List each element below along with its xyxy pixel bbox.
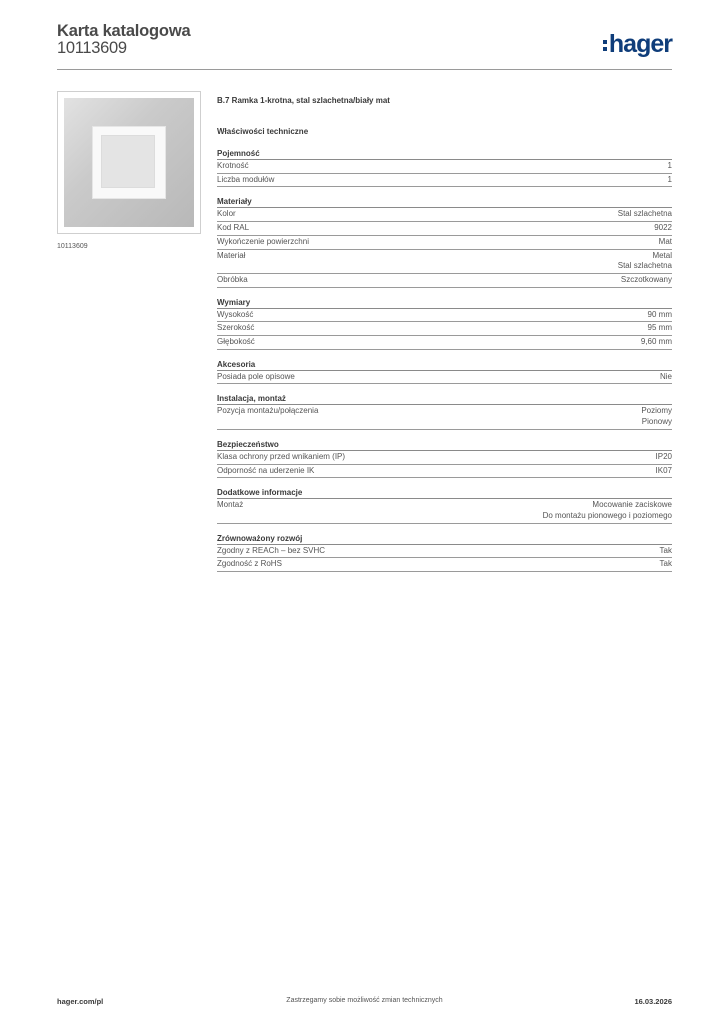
spec-value-line: 1 — [667, 174, 672, 184]
frame-inner-graphic — [93, 127, 165, 198]
spec-row — [217, 558, 672, 572]
spec-value-line: Szczotkowany — [620, 274, 672, 284]
spec-value — [621, 275, 672, 286]
page-header — [57, 20, 672, 70]
hager-logo — [603, 28, 672, 60]
spec-value — [668, 175, 672, 186]
spec-row — [217, 499, 672, 523]
spec-value — [641, 406, 672, 427]
spec-value — [654, 223, 672, 234]
spec-value-line: Do montażu pionowego i poziomego — [542, 510, 672, 520]
spec-row — [217, 250, 672, 274]
spec-section — [217, 359, 672, 385]
spec-value-line: 1 — [667, 161, 672, 170]
spec-section — [217, 533, 672, 572]
section-title: Pojemność — [217, 148, 672, 160]
section-title: Materiały — [217, 196, 672, 208]
spec-value-line: Metal — [652, 250, 672, 260]
spec-value-line: Stal szlachetna — [617, 209, 672, 219]
spec-section — [217, 196, 672, 287]
spec-section — [217, 148, 672, 187]
product-name: B.7 Ramka 1-krotna, stal szlachetna/biały mat — [217, 96, 390, 105]
spec-value — [648, 310, 672, 321]
spec-label: Wysokość — [217, 309, 254, 319]
section-title: Zrównoważony rozwój — [217, 533, 672, 545]
spec-value — [641, 337, 672, 348]
spec-value-line: 9,60 mm — [640, 337, 672, 347]
spec-value-line: Tak — [659, 559, 672, 569]
spec-value-line: 90 mm — [647, 309, 672, 319]
spec-value-line: Mat — [658, 236, 672, 246]
section-title: Bezpieczeństwo — [217, 439, 672, 451]
spec-label: Wykończenie powierzchni — [217, 236, 309, 246]
spec-row — [217, 274, 672, 288]
spec-label: Obróbka — [217, 274, 248, 284]
spec-value — [618, 209, 672, 220]
section-title: Akcesoria — [217, 359, 672, 371]
spec-value — [660, 559, 672, 570]
spec-section — [217, 297, 672, 350]
spec-value-line: Poziomy — [641, 406, 672, 416]
spec-row — [217, 465, 672, 479]
spec-row — [217, 309, 672, 323]
spec-value — [668, 161, 672, 172]
page-footer — [57, 997, 672, 1009]
spec-label: Liczba modułów — [217, 174, 275, 184]
spec-row — [217, 208, 672, 222]
footer-website: hager.com/pl — [57, 997, 104, 1006]
spec-value — [660, 546, 672, 557]
spec-label: Szerokość — [217, 323, 255, 333]
spec-label: Montaż — [217, 500, 244, 510]
spec-label: Kod RAL — [217, 223, 250, 233]
spec-value — [656, 466, 672, 477]
spec-label: Głębokość — [217, 337, 255, 347]
spec-value-line: 9022 — [654, 223, 672, 233]
product-details — [217, 96, 672, 581]
spec-row — [217, 545, 672, 559]
spec-label: Pozycja montażu/połączenia — [217, 406, 319, 416]
spec-value — [543, 500, 672, 521]
spec-label: Odporność na uderzenie IK — [217, 465, 315, 475]
image-caption: 10113609 — [57, 243, 88, 250]
document-number: 10113609 — [57, 39, 127, 57]
spec-row — [217, 336, 672, 350]
spec-value-line: 95 mm — [647, 323, 672, 333]
section-title: Dodatkowe informacje — [217, 487, 672, 499]
spec-value-line: Nie — [659, 371, 672, 381]
spec-row — [217, 451, 672, 465]
spec-value — [660, 372, 672, 383]
spec-value-line: IP20 — [655, 451, 672, 461]
spec-row — [217, 222, 672, 236]
section-title: Instalacja, montaż — [217, 393, 672, 405]
spec-section — [217, 439, 672, 478]
product-image — [57, 91, 201, 234]
spec-row — [217, 236, 672, 250]
spec-sections — [217, 148, 672, 572]
spec-row — [217, 405, 672, 429]
spec-value-line: Pionowy — [641, 417, 672, 427]
tech-properties-heading: Właściwości techniczne — [217, 127, 309, 136]
footer-disclaimer: Zastrzegamy sobie możliwość zmian technicznych — [286, 997, 443, 1004]
spec-label: Klasa ochrony przed wnikaniem (IP) — [217, 451, 346, 461]
spec-value — [648, 323, 672, 334]
document-title: Karta katalogowa — [57, 22, 191, 40]
spec-section — [217, 487, 672, 523]
frame-opening-graphic — [101, 135, 155, 188]
spec-value-line: Mocowanie zaciskowe — [592, 500, 672, 510]
spec-value-line: IK07 — [655, 465, 672, 475]
footer-date: 16.03.2026 — [634, 997, 672, 1006]
spec-row — [217, 174, 672, 188]
spec-row — [217, 371, 672, 385]
spec-label: Materiał — [217, 250, 246, 260]
spec-value-line: Stal szlachetna — [617, 261, 672, 271]
spec-value — [656, 452, 672, 463]
frame-outer-graphic — [64, 98, 194, 227]
spec-value — [659, 237, 672, 248]
spec-row — [217, 322, 672, 336]
spec-row — [217, 160, 672, 174]
spec-value-line: Tak — [659, 545, 672, 555]
section-title: Wymiary — [217, 297, 672, 309]
spec-label: Zgodny z REACh – bez SVHC — [217, 545, 326, 555]
logo-wordmark: hager — [608, 29, 672, 58]
spec-label: Posiada pole opisowe — [217, 371, 295, 381]
spec-label: Krotność — [217, 161, 249, 170]
logo-dots-icon — [603, 40, 607, 51]
spec-label: Zgodność z RoHS — [217, 559, 282, 569]
spec-label: Kolor — [217, 209, 236, 219]
spec-value — [618, 251, 672, 272]
spec-section — [217, 393, 672, 429]
